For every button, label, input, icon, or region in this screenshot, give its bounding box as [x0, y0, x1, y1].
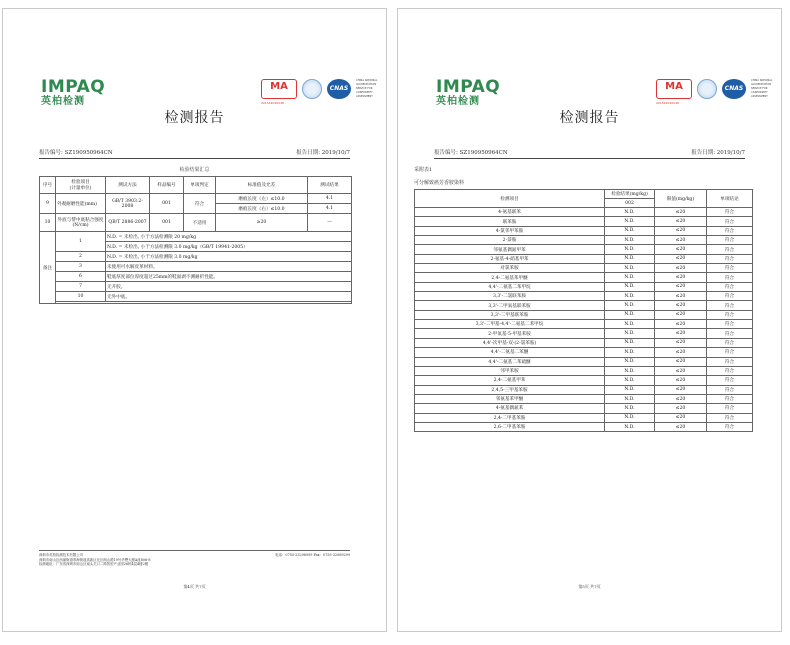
col-header-result: 检验结果(mg/kg) [605, 190, 655, 199]
col-header-method: 测试方法 [106, 177, 150, 194]
cell-item: 4-氯邻甲苯胺 [415, 226, 605, 235]
table-header-row [40, 177, 352, 194]
report-number: 报告编号: SZ190950964CN [39, 150, 113, 156]
footer-rule [39, 550, 350, 551]
logo-brand-cn: 英柏检测 [41, 96, 85, 107]
table-row: 磨痕长度（右）≤10.0 4.1 [40, 204, 352, 214]
cell-item: 2-萘胺 [415, 236, 605, 245]
cell-verdict: 符合 [707, 264, 753, 273]
cnas-mark-icon: CNAS [722, 79, 746, 99]
cell-verdict: 符合 [707, 357, 753, 366]
amine-results-table [414, 189, 753, 432]
cell-limit: ≤20 [655, 217, 707, 226]
report-page-5 [397, 8, 782, 632]
report-date: 报告日期: 2019/10/7 [691, 150, 745, 156]
cell-result: N.D. [605, 422, 655, 431]
cell-item: 邻甲苯胺 [415, 366, 605, 375]
cell-item: 4,4'-二氨基二苯醚 [415, 348, 605, 357]
col-header-result: 测试结果 [308, 177, 352, 194]
col-header-verdict: 单项判定 [184, 177, 216, 194]
cell-verdict: 符合 [707, 273, 753, 282]
cell-verdict: 符合 [707, 301, 753, 310]
cma-mark-icon: MA 201519030548 [261, 79, 297, 99]
remark-label: 备注 [40, 232, 56, 304]
company-logo [436, 79, 500, 108]
cell-limit: ≤20 [655, 208, 707, 217]
table-row: 10 外底与帮中底粘合强度(N/cm) QB/T 2886-2007 001 不适用 ≥20 — [40, 214, 352, 232]
remark-row: 3 未使用可水解皮革材料。 [40, 262, 352, 272]
report-date: 报告日期: 2019/10/7 [296, 150, 350, 156]
cell-result: N.D. [605, 310, 655, 319]
cell-result: N.D. [605, 292, 655, 301]
table-row [415, 226, 753, 235]
table-row [415, 282, 753, 291]
cell-item: 2,6-二甲基苯胺 [415, 422, 605, 431]
remark-row: 备注 1 N.D. = 未检出, 小于方法检测限 20 mg/kg [40, 232, 352, 242]
footer-contact: 电话：0755-23298999 Fax：0755-32069299 [275, 553, 350, 557]
table-row [415, 394, 753, 403]
table-header-row [415, 190, 753, 199]
cell-result: N.D. [605, 226, 655, 235]
cell-item: 3,3'-二氯联苯胺 [415, 292, 605, 301]
cell-item: 2-氨基-4-硝基甲苯 [415, 254, 605, 263]
cma-mark-icon: MA 201519030548 [656, 79, 692, 99]
cell-verdict: 符合 [707, 226, 753, 235]
remark-row: 6 鞋底厚度部位厚度超过25mm的鞋面剥不测耐折性能。 [40, 272, 352, 282]
table-row [415, 320, 753, 329]
remark-row [40, 302, 352, 304]
cell-result: N.D. [605, 348, 655, 357]
cell-limit: ≤20 [655, 264, 707, 273]
cell-item: 4,4'-二氨基二苯硫醚 [415, 357, 605, 366]
cell-limit: ≤20 [655, 394, 707, 403]
table-row [415, 264, 753, 273]
cell-verdict: 符合 [707, 394, 753, 403]
cell-verdict: 符合 [707, 217, 753, 226]
header-rule [434, 158, 745, 159]
cell-limit: ≤20 [655, 329, 707, 338]
table-row [415, 273, 753, 282]
cell-result: N.D. [605, 245, 655, 254]
cell-item: 对氯苯胺 [415, 264, 605, 273]
cell-verdict: 符合 [707, 348, 753, 357]
cell-item: 2,4,5-三甲基苯胺 [415, 385, 605, 394]
table-row [415, 292, 753, 301]
cell-verdict: 符合 [707, 282, 753, 291]
cell-item: 邻氨基苯甲醚 [415, 394, 605, 403]
table-row [415, 404, 753, 413]
logo-brand: IMPAQ [436, 77, 501, 97]
cell-limit: ≤20 [655, 385, 707, 394]
cell-result: N.D. [605, 264, 655, 273]
company-logo [41, 79, 105, 108]
cnas-caption: CHINA NATIONAL ACCREDITATION SERVICE FOR CONFORMITY ASSESSMENT [751, 79, 773, 98]
table-row [415, 236, 753, 245]
cell-verdict: 符合 [707, 366, 753, 375]
cell-item: 2,4-二氨基苯甲醚 [415, 273, 605, 282]
col-header-limit: 限值(mg/kg) [655, 190, 707, 208]
logo-brand-cn: 英柏检测 [436, 96, 480, 107]
logo-brand: IMPAQ [41, 77, 106, 97]
cell-verdict: 符合 [707, 404, 753, 413]
table-row [415, 357, 753, 366]
col-header-sample: 样品编号 [150, 177, 184, 194]
cell-item: 2-甲氧基-5-甲基苯胺 [415, 329, 605, 338]
table-row [415, 348, 753, 357]
cell-result: N.D. [605, 404, 655, 413]
cell-limit: ≤20 [655, 338, 707, 347]
cell-verdict: 符合 [707, 422, 753, 431]
cell-result: N.D. [605, 301, 655, 310]
cell-limit: ≤20 [655, 404, 707, 413]
table-row [415, 366, 753, 375]
cell-limit: ≤20 [655, 348, 707, 357]
cell-limit: ≤20 [655, 366, 707, 375]
table-caption: 可分解致癌芳香胺染料 [414, 180, 465, 186]
report-meta [434, 148, 745, 156]
remark-row: 2 N.D. = 未检出, 小于方法检测限 3.0 mg/kg [40, 252, 352, 262]
cell-limit: ≤20 [655, 292, 707, 301]
table-row [415, 422, 753, 431]
cnas-caption: CHINA NATIONAL ACCREDITATION SERVICE FOR CONFORMITY ASSESSMENT [356, 79, 378, 98]
cell-limit: ≤20 [655, 273, 707, 282]
table-row [415, 301, 753, 310]
cell-result: N.D. [605, 376, 655, 385]
cell-limit: ≤20 [655, 357, 707, 366]
table-row: 9 外观耐磨性能(mm) GB/T 3903.2-2008 001 符合 磨痕长度（左）≤10.0 4.1 [40, 194, 352, 204]
cell-result: N.D. [605, 338, 655, 347]
document-title: 检测报告 [559, 110, 620, 126]
report-meta [39, 148, 350, 156]
cell-verdict: 符合 [707, 254, 753, 263]
cell-result: N.D. [605, 208, 655, 217]
cell-result: N.D. [605, 394, 655, 403]
table-row [415, 329, 753, 338]
cell-limit: ≤20 [655, 376, 707, 385]
cell-item: 4,4'-二氨基二苯甲烷 [415, 282, 605, 291]
page-footer: 深圳市英柏检测技术有限公司 深圳市南山区西丽街道粤海街道高新区北区朗山路19号华懋大厦A座806-8 检测地址：广东省深圳市南山区南头关口二路智恒产业园26栋4层4楼2楼 电话：0755-23298999 Fax：0755-32069299 [39, 553, 350, 567]
cell-verdict: 符合 [707, 329, 753, 338]
ilac-mark-icon [302, 79, 322, 99]
page-number: 第5页 共7页 [578, 584, 601, 589]
page-number: 第4页 共7页 [183, 584, 206, 589]
cell-item: 2,4-二甲基苯胺 [415, 413, 605, 422]
cell-verdict: 符合 [707, 236, 753, 245]
cell-verdict: 符合 [707, 310, 753, 319]
remark-row: 10 无外中底。 [40, 292, 352, 302]
cell-item: 邻氨基偶氮甲苯 [415, 245, 605, 254]
cell-verdict: 符合 [707, 292, 753, 301]
table-caption: 检验结果汇总 [179, 167, 210, 173]
cell-item: 4-氨基联苯 [415, 208, 605, 217]
cell-item: 3,3'-二甲基-4,4'-二氨基二苯甲烷 [415, 320, 605, 329]
table-row [415, 413, 753, 422]
col-header-no: 序号 [40, 177, 56, 194]
cell-result: N.D. [605, 385, 655, 394]
col-header-item: 检验项目 (计量单位) [56, 177, 106, 194]
summary-table [39, 176, 352, 304]
cell-result: N.D. [605, 282, 655, 291]
cell-result: N.D. [605, 329, 655, 338]
ilac-mark-icon [697, 79, 717, 99]
cell-limit: ≤20 [655, 245, 707, 254]
cell-result: N.D. [605, 254, 655, 263]
table-row [415, 376, 753, 385]
cell-limit: ≤20 [655, 422, 707, 431]
cell-limit: ≤20 [655, 226, 707, 235]
table-row [415, 245, 753, 254]
table-row [415, 385, 753, 394]
cell-result: N.D. [605, 217, 655, 226]
table-row [415, 338, 753, 347]
col-header-item: 检测项目 [415, 190, 605, 208]
table-row [415, 310, 753, 319]
continued-label: 采附表1 [414, 167, 433, 173]
certification-marks [656, 79, 773, 105]
cell-limit: ≤20 [655, 282, 707, 291]
cell-item: 3,3'-二甲氧基联苯胺 [415, 301, 605, 310]
cell-result: N.D. [605, 236, 655, 245]
remark-row: 7 无开胶。 [40, 282, 352, 292]
header-rule [39, 158, 350, 159]
cell-result: N.D. [605, 413, 655, 422]
cell-verdict: 符合 [707, 376, 753, 385]
document-title: 检测报告 [164, 110, 225, 126]
cell-result: N.D. [605, 366, 655, 375]
certification-marks [261, 79, 378, 105]
remark-row: N.D. = 未检出, 小于方法检测限 3.0 mg/kg（GB/T 19941-2005） [40, 242, 352, 252]
cell-item: 联苯胺 [415, 217, 605, 226]
cnas-mark-icon: CNAS [327, 79, 351, 99]
cell-item: 3,3'-二甲基联苯胺 [415, 310, 605, 319]
cell-result: N.D. [605, 320, 655, 329]
cell-item: 2,4-二氨基甲苯 [415, 376, 605, 385]
col-header-sample: 002 [605, 199, 655, 208]
col-header-verdict: 单项结论 [707, 190, 753, 208]
report-number: 报告编号: SZ190950964CN [434, 150, 508, 156]
cell-verdict: 符合 [707, 413, 753, 422]
cell-verdict: 符合 [707, 338, 753, 347]
cell-verdict: 符合 [707, 385, 753, 394]
cell-limit: ≤20 [655, 254, 707, 263]
table-row [415, 217, 753, 226]
table-row [415, 254, 753, 263]
cell-verdict: 符合 [707, 208, 753, 217]
cell-limit: ≤20 [655, 320, 707, 329]
report-page-4 [2, 8, 387, 632]
cell-result: N.D. [605, 273, 655, 282]
cell-limit: ≤20 [655, 301, 707, 310]
cell-limit: ≤20 [655, 236, 707, 245]
cell-limit: ≤20 [655, 310, 707, 319]
cell-verdict: 符合 [707, 245, 753, 254]
cell-item: 4-氨基偶氮苯 [415, 404, 605, 413]
cell-item: 4,4'-次甲基-双-(2-氯苯胺) [415, 338, 605, 347]
cell-result: N.D. [605, 357, 655, 366]
cell-limit: ≤20 [655, 413, 707, 422]
cell-verdict: 符合 [707, 320, 753, 329]
col-header-standard: 标准值及允差 [216, 177, 308, 194]
table-row [415, 208, 753, 217]
